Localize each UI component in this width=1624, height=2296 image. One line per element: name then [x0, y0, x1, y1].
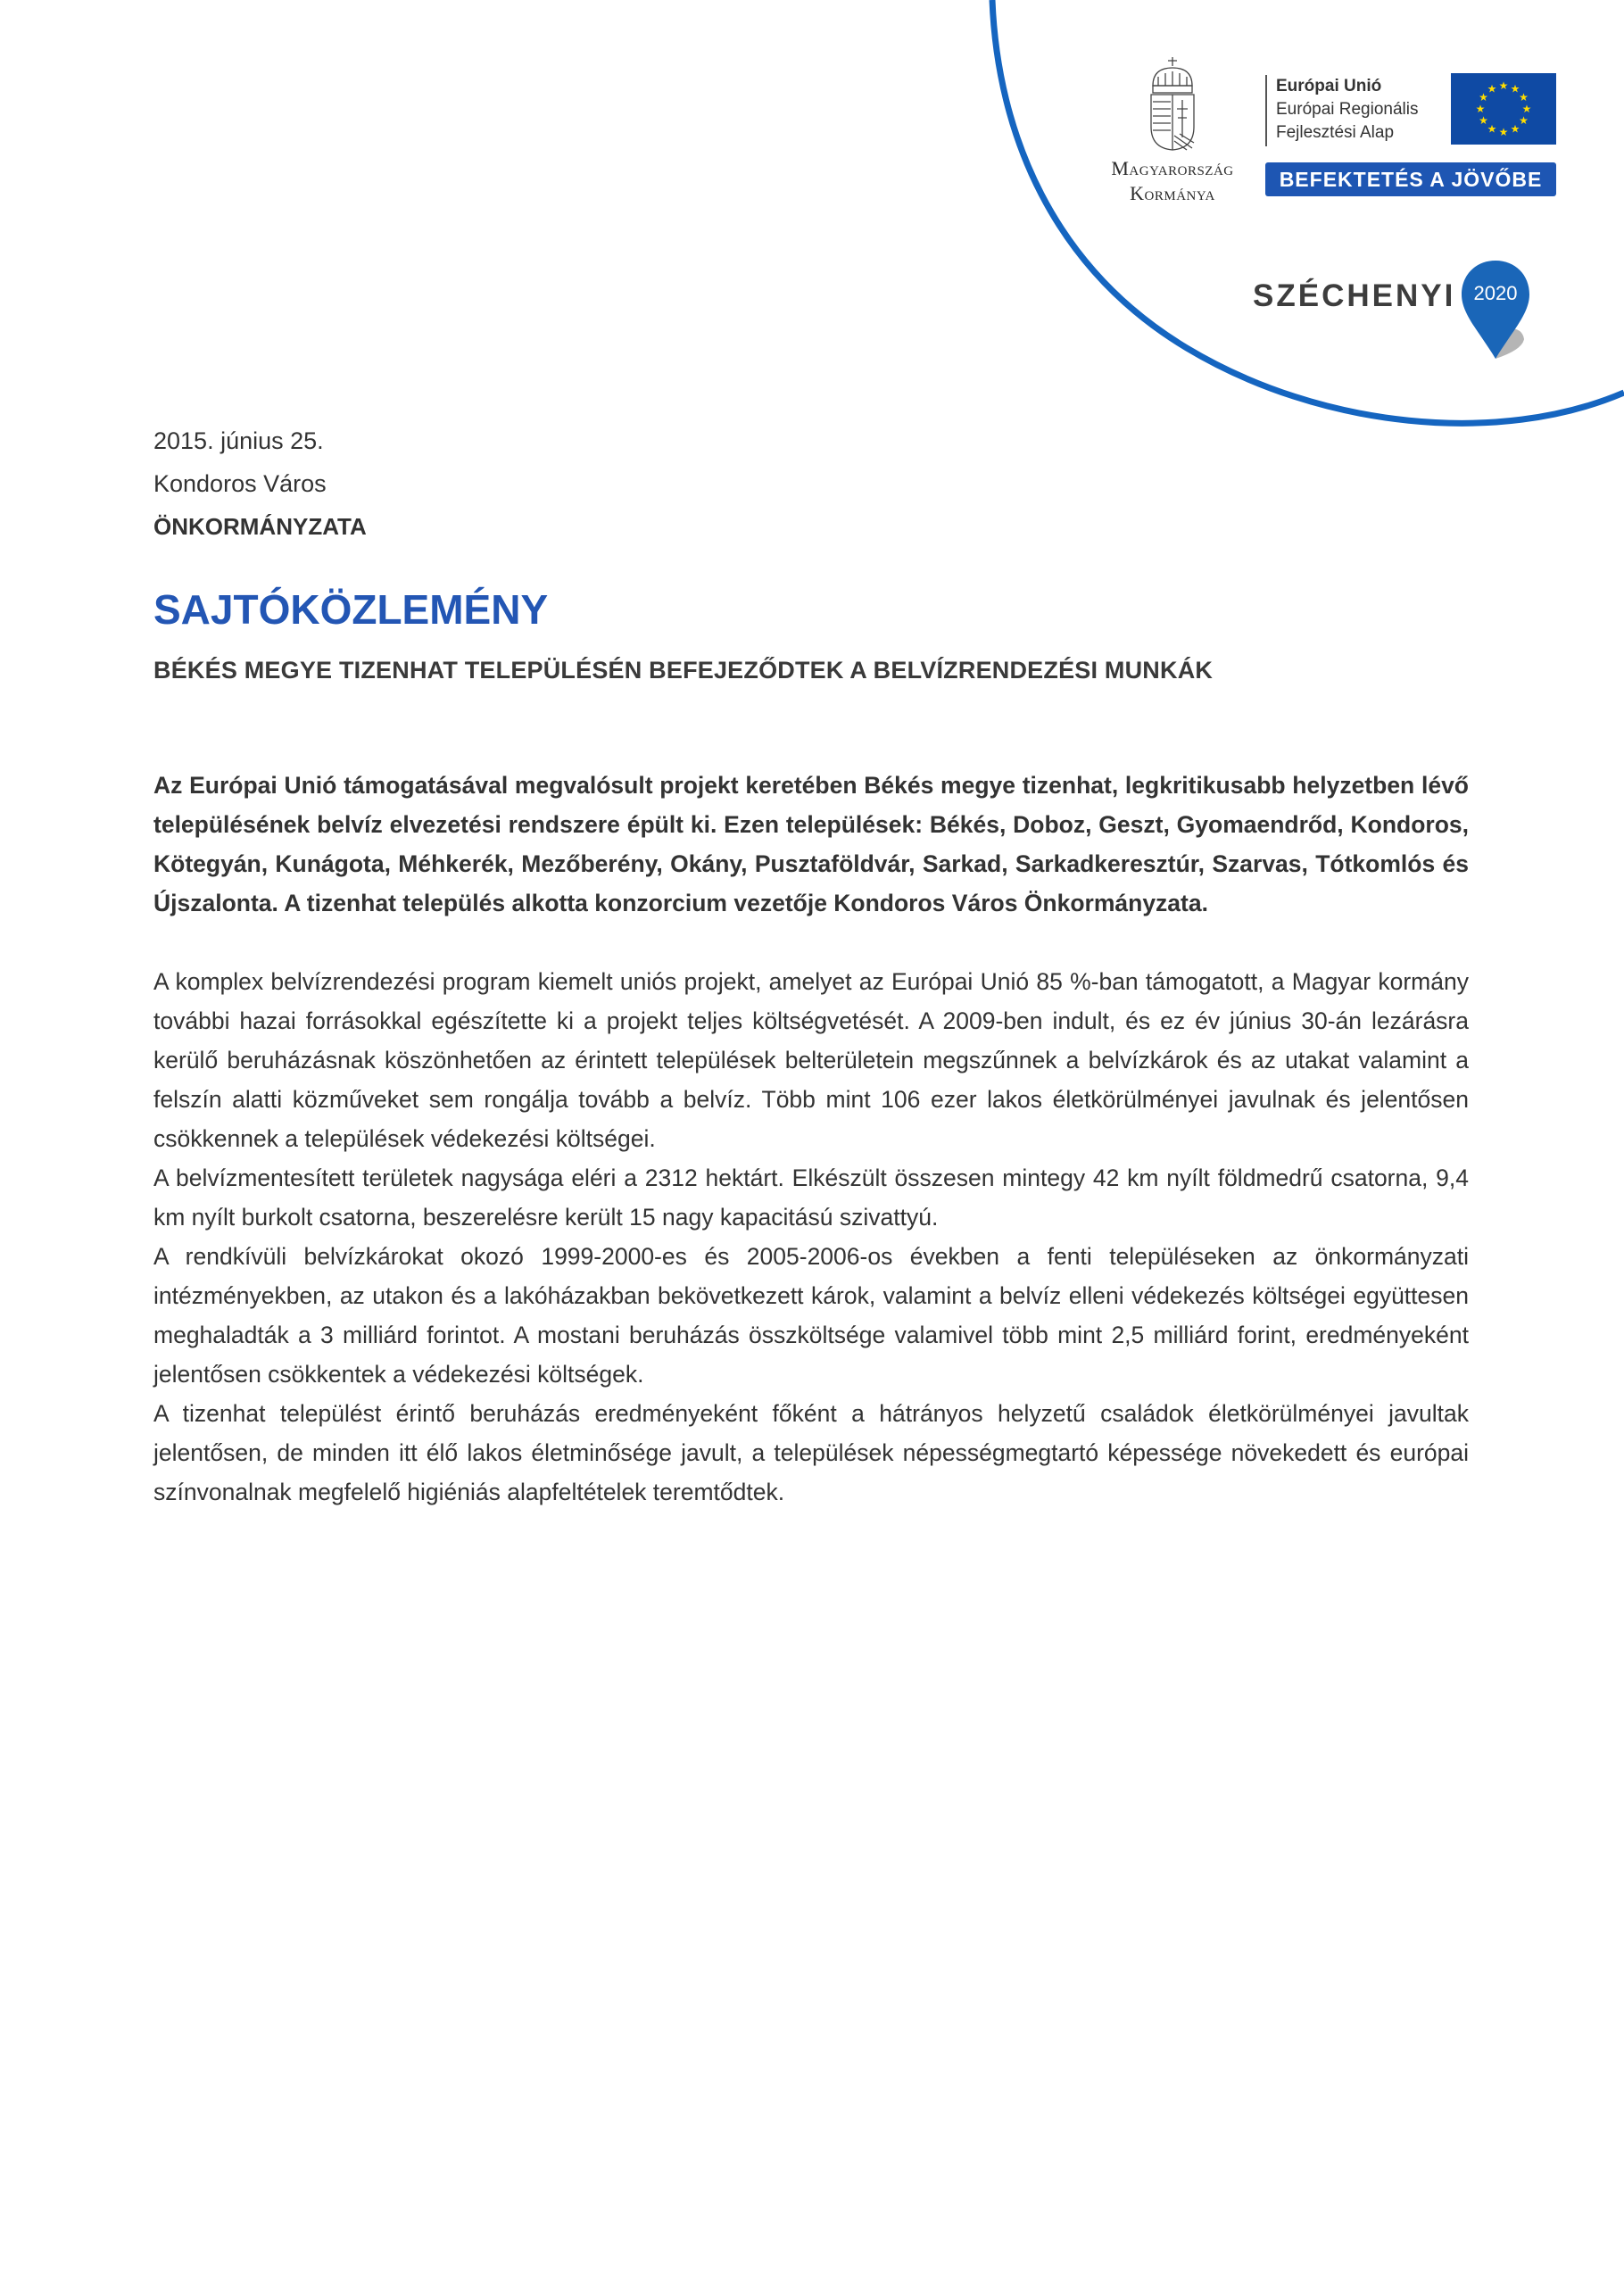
document-body	[153, 766, 1469, 1512]
body-paragraph: A belvízmentesített területek nagysága eléri a 2312 hektárt. Elkészült összesen mintegy 42 km nyílt földmedrű csatorna, 9,4 km nyílt burkolt csatorna, beszerelésre került 15 nagy kapacitású szivattyú.	[153, 1165, 1469, 1231]
eu-banner: BEFEKTETÉS A JÖVŐBE	[1265, 162, 1556, 196]
eu-star-icon: ★	[1498, 79, 1509, 92]
body-paragraph: A komplex belvízrendezési program kiemelt uniós projekt, amelyet az Európai Unió 85 %-ban támogatott, a Magyar kormány további hazai forrásokkal egészítette ki a projekt teljes költségvetését. A 2009-ben indult, és ez év június 30-án lezárásra kerülő beruházásnak köszönhetően az érintett települések belterületein megszűnnek a belvízkárok és az utakat valamint a felszín alatti közműveket sem rongálja tovább a belvíz. Több mint 106 ezer lakos életkörülményei javulnak és jelentősen csökkennek a települések védekezési költségei.	[153, 968, 1469, 1152]
eu-star-icon: ★	[1510, 82, 1520, 95]
government-logo	[1092, 55, 1253, 203]
map-pin-icon	[1458, 259, 1538, 361]
date: 2015. június 25.	[153, 427, 324, 454]
lead-paragraph: Az Európai Unió támogatásával megvalósult projekt keretében Békés megye tizenhat, legkritikusabb helyzetben lévő településének belvíz elvezetési rendszere épült ki. Ezen települések: Békés, Doboz, Geszt, Gyomaendrőd, Kondoros, Kötegyán, Kunágota, Méhkerék, Mezőberény, Okány, Pusztaföldvár, Sarkad, Sarkadkeresztúr, Szarvas, Tótkomlós és Újszalonta. A tizenhat település alkotta konzorcium vezetője Kondoros Város Önkormányzata.	[153, 772, 1469, 916]
szechenyi-year: 2020	[1473, 282, 1518, 304]
eu-star-icon: ★	[1487, 82, 1497, 95]
eu-star-icon: ★	[1519, 114, 1529, 127]
sender-line1: Kondoros Város	[153, 470, 327, 497]
body-paragraph: A rendkívüli belvízkárokat okozó 1999-2000-es és 2005-2006-os években a fenti településeken az önkormányzati intézményekben, az utakon és a lakóházakban bekövetkezett károk, valamint a belvíz elleni védekezés költségei együttesen meghaladták a 3 milliárd forintot. A mostani beruházás összköltsége valamivel több mint 2,5 milliárd forint, eredményeként jelentősen csökkentek a védekezési költségek.	[153, 1243, 1469, 1388]
szechenyi-logo	[1253, 259, 1538, 361]
eu-star-icon: ★	[1519, 91, 1529, 104]
sender-block	[153, 419, 367, 548]
document-title: SAJTÓKÖZLEMÉNY	[153, 586, 549, 633]
eu-fund-line1: Európai Regionális	[1276, 100, 1419, 119]
eu-star-icon: ★	[1479, 91, 1488, 104]
eu-star-icon: ★	[1521, 103, 1532, 115]
body-paragraph: A tizenhat települést érintő beruházás eredményeként főként a hátrányos helyzetű családok életkörülményei javultak jelentősen, de minden itt élő lakos életminősége javult, a települések népességmegtartó képessége növekedett és európai színvonalnak megfelelő higiéniás alapfeltételek teremtődtek.	[153, 1400, 1469, 1505]
eu-star-icon: ★	[1510, 122, 1520, 136]
szechenyi-word: SZÉCHENYI	[1253, 278, 1456, 313]
document-subtitle: BÉKÉS MEGYE TIZENHAT TELEPÜLÉSÉN BEFEJEZŐDTEK A BELVÍZRENDEZÉSI MUNKÁK	[153, 657, 1214, 684]
eu-divider	[1265, 75, 1267, 146]
eu-star-icon: ★	[1498, 126, 1509, 138]
eu-name: Európai Unió	[1276, 77, 1382, 95]
hungarian-coat-of-arms-icon	[1146, 55, 1199, 153]
eu-flag-icon	[1451, 73, 1556, 145]
government-name-line1: Magyarország	[1111, 157, 1234, 179]
decorative-arc	[0, 0, 1624, 464]
eu-star-icon: ★	[1479, 114, 1488, 127]
sender-line2: ÖNKORMÁNYZATA	[153, 513, 367, 540]
eu-text	[1276, 75, 1419, 145]
government-name-line2: Kormánya	[1130, 182, 1215, 204]
eu-star-icon: ★	[1487, 122, 1497, 136]
eu-fund-line2: Fejlesztési Alap	[1276, 123, 1395, 142]
eu-star-icon: ★	[1475, 103, 1486, 115]
